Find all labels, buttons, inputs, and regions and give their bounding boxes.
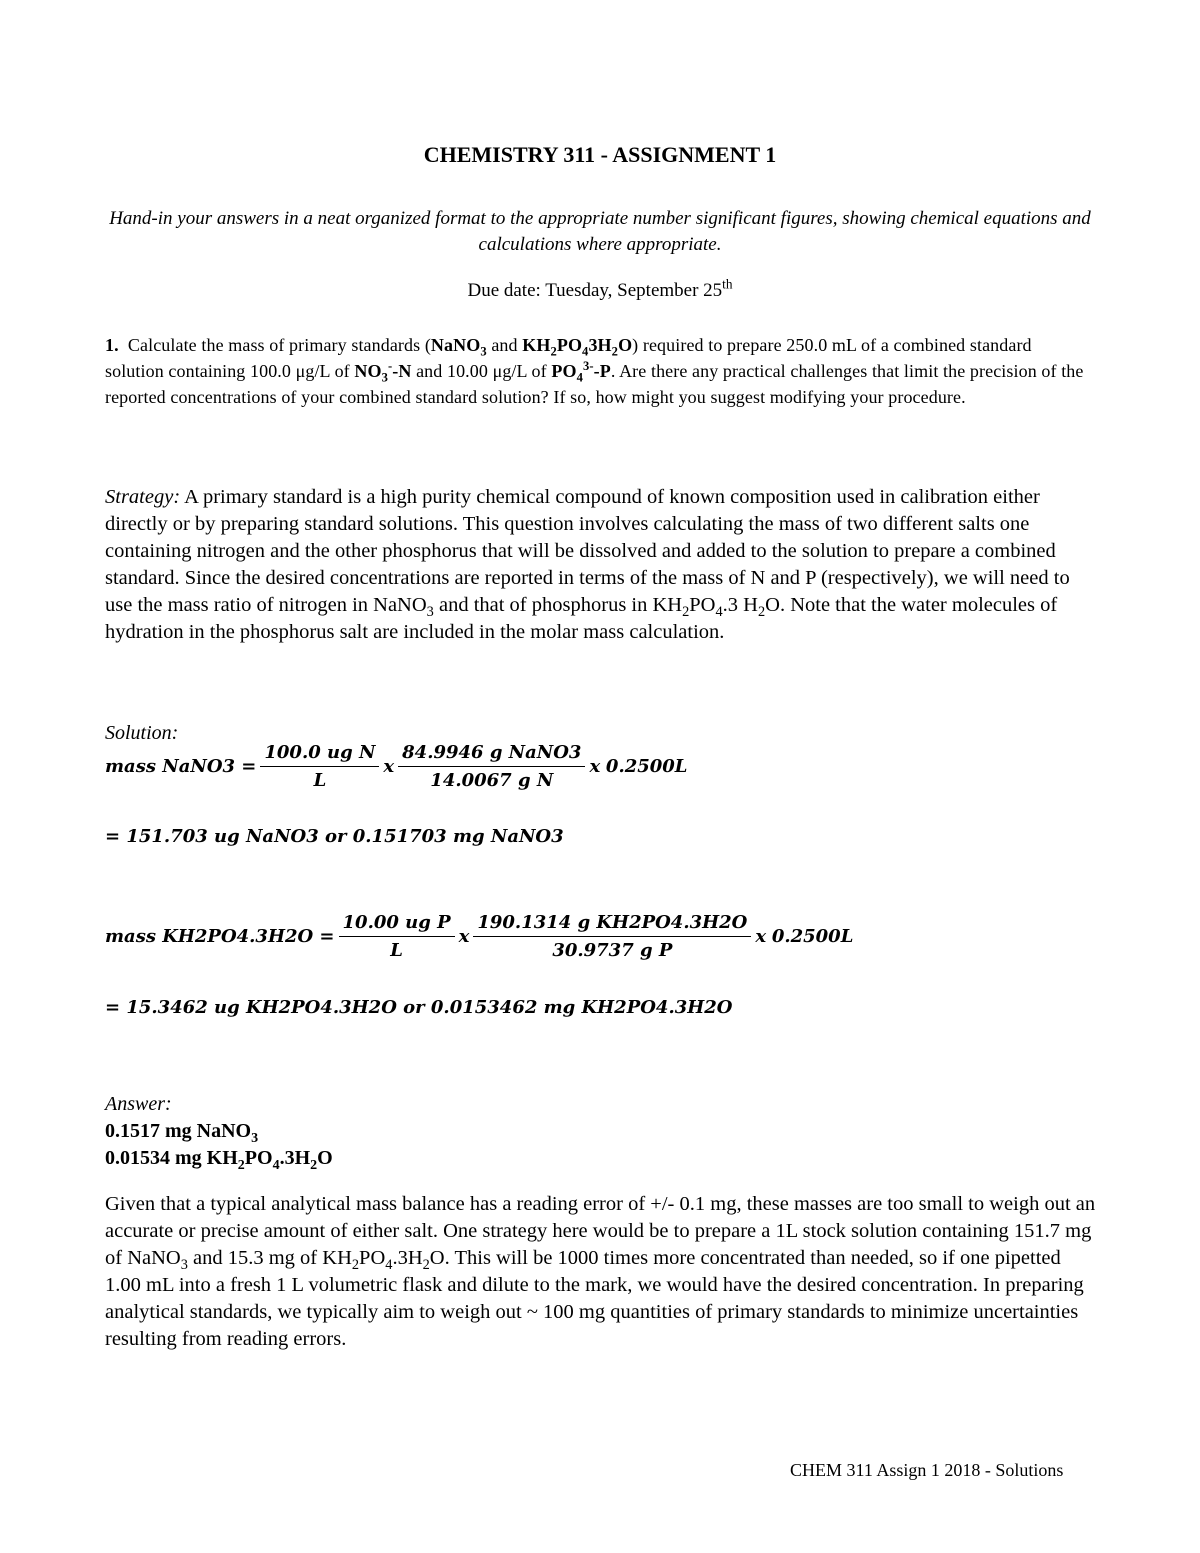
fraction-3: $\frac{\text{10.00 ug P}}{L}$ xyxy=(339,912,455,961)
result-kh2po4: = 15.3462 ug KH2PO4.3H2O or 0.0153462 mg KH2PO4.3H2O xyxy=(105,997,733,1018)
fraction-2: $\frac{\text{84.9946 g NaNO3}}{\text{14.0067 g N}}$ xyxy=(398,742,585,791)
result-nano3: = 151.703 ug NaNO3 or 0.151703 mg NaNO3 xyxy=(105,826,564,847)
fraction-4: $\frac{\text{190.1314 g KH2PO4.3H2O}}{\text{30.9737 g P}}$ xyxy=(473,912,751,961)
answer-nano3: 0.1517 mg NaNO$_3$ xyxy=(105,1120,259,1146)
answer-label: Answer: xyxy=(105,1093,172,1115)
equation-mass-nano3: mass NaNO3 = $\frac{\text{100.0 ug N}}{L}$ x $\frac{\text{84.9946 g NaNO3}}{\text{14.0067 g N}}$ x 0.2500L xyxy=(105,742,688,791)
page-footer: CHEM 311 Assign 1 2018 - Solutions xyxy=(790,1460,1064,1480)
instructions: Hand-in your answers in a neat organized format to the appropriate number significant figures, showing chemical equations and calculations where appropriate. xyxy=(109,208,1091,255)
fraction-1: $\frac{\text{100.0 ug N}}{L}$ xyxy=(260,742,379,791)
question-1: 1. Calculate the mass of primary standards (NaNO$_3$ and $KH_2PO_43H_2O$) required to prepare 250.0 mL of a combined standard solution containing 100.0 μg/L of $NO_3^--N$ and 10.00 μg/L of $PO_4^{3-}-P$. Are there any practical challenges that limit the precision of the reported concentrations of your combined standard solution? If so, how might you suggest modifying your procedure. xyxy=(105,335,1084,407)
formula-nano3: NaNO$_3$ xyxy=(430,335,487,359)
solution-label: Solution: xyxy=(105,722,179,744)
strategy-paragraph: Strategy: A primary standard is a high purity chemical compound of known composition used in calibration either directly or by preparing standard solutions. This question involves calculating the mass of two different salts one containing nitrogen and the other phosphorus that will be dissolved and added to the solution to prepare a combined standard. Since the desired concentrations are reported in terms of the mass of N and P (respectively), we will need to use the mass ratio of nitrogen in NaNO$_3$ and that of phosphorus in $KH_2PO_4.3$ $H_2O$. Note that the water molecules of hydration in the phosphorus salt are included in the molar mass calculation. xyxy=(105,486,1070,643)
due-date: Due date: Tuesday, September 25th xyxy=(467,276,733,301)
discussion-paragraph: Given that a typical analytical mass balance has a reading error of +/- 0.1 mg, these masses are too small to weigh out an accurate or precise amount of either salt. One strategy here would be to prepare a 1L stock solution containing 151.7 mg of NaNO$_3$ and 15.3 mg of $KH_2PO_4.3H_2O$. This will be 1000 times more concentrated than needed, so if one pipetted 1.00 mL into a fresh 1 L volumetric flask and dilute to the mark, we would have the desired concentration. In preparing analytical standards, we typically aim to weigh out ~ 100 mg quantities of primary standards to minimize uncertainties resulting from reading errors. xyxy=(105,1193,1096,1350)
equation-mass-kh2po4: mass KH2PO4.3H2O = $\frac{\text{10.00 ug P}}{L}$ x $\frac{\text{190.1314 g KH2PO4.3H2O}}{\text{30.9737 g P}}$ x 0.2500L xyxy=(105,912,854,961)
formula-kh2po4: $KH_2PO_43H_2O$ xyxy=(522,335,633,359)
answer-kh2po4: 0.01534 mg $KH_2PO_4.3H_2O$ xyxy=(105,1147,333,1173)
species-no3-n: $NO_3^--N$ xyxy=(354,359,412,385)
species-po4-p: $PO_4^{3-}-P$ xyxy=(551,359,611,385)
page-title: CHEMISTRY 311 - ASSIGNMENT 1 xyxy=(423,142,777,167)
